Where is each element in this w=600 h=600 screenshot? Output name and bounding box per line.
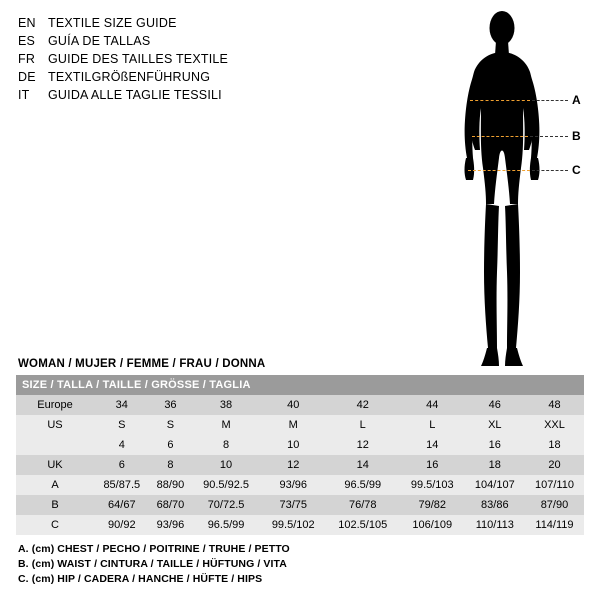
language-title: GUIDA ALLE TAGLIE TESSILI xyxy=(48,88,222,102)
table-cell: 44 xyxy=(426,399,439,411)
table-cell: 70/72.5 xyxy=(207,499,245,511)
row-label: A xyxy=(51,479,59,491)
waist-measure-line xyxy=(472,136,528,137)
language-row xyxy=(18,16,318,34)
waist-lead-line xyxy=(530,136,568,137)
table-cell: 16 xyxy=(426,459,439,471)
legend-row-waist: B. (cm) WAIST / CINTURA / TAILLE / HÜFTUNG / VITA xyxy=(18,558,287,570)
table-cell: 8 xyxy=(222,439,230,451)
table-cell: 46 xyxy=(488,399,501,411)
language-row xyxy=(18,34,318,52)
language-code: FR xyxy=(18,52,36,66)
language-title: GUIDE DES TAILLES TEXTILE xyxy=(48,52,229,66)
row-label: Europe xyxy=(37,399,73,411)
table-cell: 12 xyxy=(356,439,369,451)
table-cell: 104/107 xyxy=(474,479,515,491)
table-cell: 90.5/92.5 xyxy=(203,479,249,491)
chest-lead-line xyxy=(532,100,568,101)
language-row xyxy=(18,88,318,106)
table-row xyxy=(16,395,584,415)
language-code: ES xyxy=(18,34,36,48)
size-table xyxy=(16,375,584,535)
language-row xyxy=(18,52,318,70)
table-cell: 64/67 xyxy=(108,499,136,511)
legend-row-hip: C. (cm) HIP / CADERA / HANCHE / HÜFTE / HIPS xyxy=(18,573,263,585)
size-table-section xyxy=(16,358,584,587)
table-row xyxy=(16,415,584,435)
language-row xyxy=(18,70,318,88)
language-title: TEXTILGRÖßENFÜHRUNG xyxy=(48,70,211,84)
section-title: WOMAN / MUJER / FEMME / FRAU / DONNA xyxy=(18,358,266,370)
table-cell: 40 xyxy=(287,399,300,411)
table-cell: 18 xyxy=(548,439,561,451)
table-row xyxy=(16,515,584,535)
row-label: B xyxy=(51,499,59,511)
table-cell: 6 xyxy=(167,439,174,451)
table-header-row xyxy=(16,375,584,395)
table-cell: L xyxy=(429,419,436,431)
measurement-legend xyxy=(18,542,584,587)
table-cell: 79/82 xyxy=(418,499,447,511)
row-label: UK xyxy=(47,459,63,471)
table-cell: 90/92 xyxy=(108,519,136,531)
table-cell: 68/70 xyxy=(156,499,185,511)
table-cell: 12 xyxy=(287,459,300,471)
table-cell: 6 xyxy=(118,459,125,471)
figure-area xyxy=(430,8,600,378)
table-cell: 85/87.5 xyxy=(103,479,141,491)
row-label: C xyxy=(51,519,59,531)
language-title: TEXTILE SIZE GUIDE xyxy=(48,16,177,30)
table-row xyxy=(16,435,584,455)
table-cell: 48 xyxy=(548,399,561,411)
table-cell: 102.5/105 xyxy=(338,519,388,531)
table-cell: S xyxy=(118,419,126,431)
table-cell: 36 xyxy=(164,399,177,411)
hip-marker-label: C xyxy=(572,163,581,177)
row-label: US xyxy=(47,419,63,431)
table-cell: 106/109 xyxy=(412,519,453,531)
table-row xyxy=(16,495,584,515)
language-code: DE xyxy=(18,70,36,84)
hip-measure-line xyxy=(468,170,530,171)
table-cell: 93/96 xyxy=(279,479,307,491)
table-row xyxy=(16,455,584,475)
table-cell: 76/78 xyxy=(348,499,377,511)
table-cell: 10 xyxy=(287,439,300,451)
table-cell: 83/86 xyxy=(481,499,509,511)
table-cell: 18 xyxy=(488,459,501,471)
table-cell: 14 xyxy=(356,459,369,471)
table-cell: M xyxy=(221,419,231,431)
table-cell: 38 xyxy=(219,399,233,411)
language-code: IT xyxy=(18,88,30,102)
hip-lead-line xyxy=(532,170,568,171)
table-cell: 20 xyxy=(548,459,561,471)
table-cell: 96.5/99 xyxy=(207,519,245,531)
chest-marker-label: A xyxy=(572,93,581,107)
table-cell: 87/90 xyxy=(540,499,569,511)
table-cell: 114/119 xyxy=(535,519,574,531)
table-cell: 8 xyxy=(167,459,174,471)
table-cell: 93/96 xyxy=(156,519,185,531)
table-cell: 99.5/102 xyxy=(271,519,315,531)
table-cell: 4 xyxy=(118,439,125,451)
language-code: EN xyxy=(18,16,36,30)
table-cell: 99.5/103 xyxy=(410,479,454,491)
table-cell: 10 xyxy=(219,459,233,471)
table-cell: 14 xyxy=(426,439,439,451)
table-cell: 34 xyxy=(115,399,128,411)
table-cell: 107/110 xyxy=(534,479,574,491)
table-cell: 110/113 xyxy=(475,519,514,531)
table-cell: 88/90 xyxy=(156,479,185,491)
chest-measure-line xyxy=(470,100,530,101)
language-header-block xyxy=(18,16,318,106)
table-cell: 42 xyxy=(356,399,369,411)
row-label xyxy=(16,435,94,455)
table-cell: 16 xyxy=(488,439,501,451)
woman-silhouette-icon xyxy=(450,8,560,373)
table-header-label: SIZE / TALLA / TAILLE / GRÖSSE / TAGLIA xyxy=(22,379,251,391)
waist-marker-label: B xyxy=(572,129,581,143)
table-cell: 73/75 xyxy=(279,499,307,511)
table-cell: XXL xyxy=(544,419,565,431)
table-cell: 96.5/99 xyxy=(344,479,382,491)
table-cell: M xyxy=(288,419,298,431)
table-cell: XL xyxy=(488,419,502,431)
table-cell: S xyxy=(166,419,175,431)
table-cell: L xyxy=(359,419,366,431)
language-title: GUÍA DE TALLAS xyxy=(48,34,151,48)
table-row xyxy=(16,475,584,495)
legend-row-chest: A. (cm) CHEST / PECHO / POITRINE / TRUHE / PETTO xyxy=(18,543,290,555)
